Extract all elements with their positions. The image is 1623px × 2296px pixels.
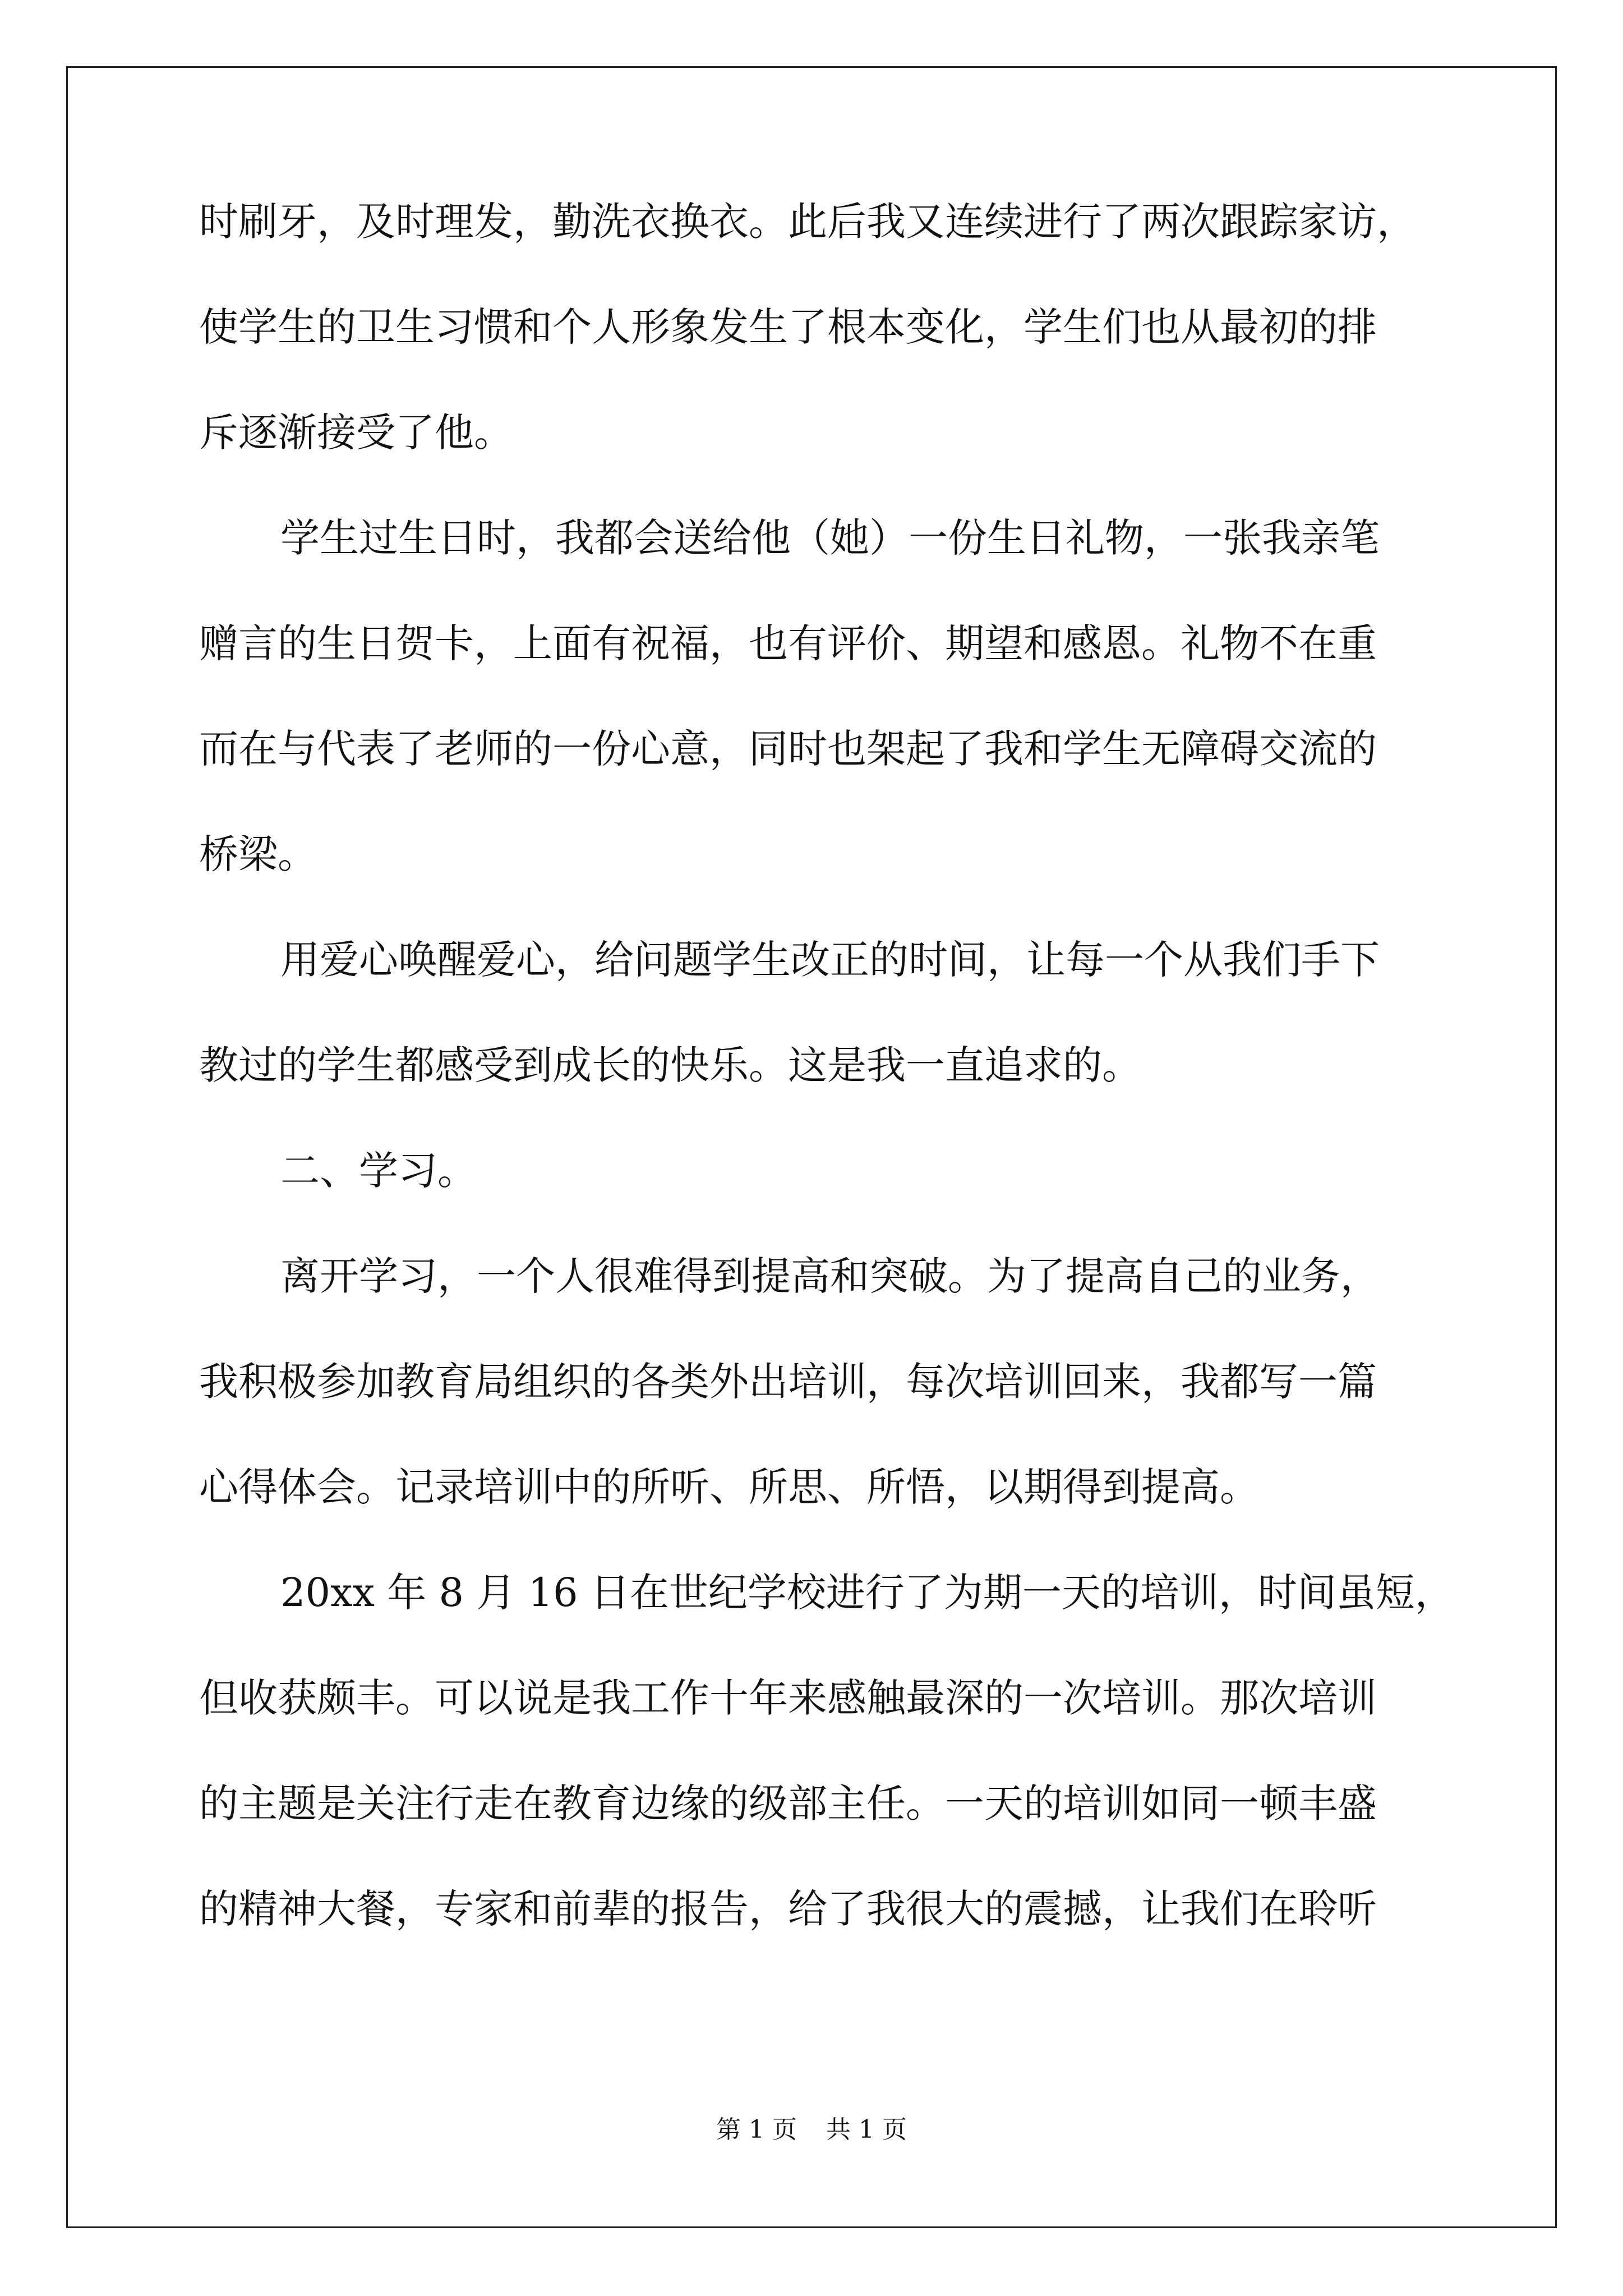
paragraph-start-line: 学生过生日时，我都会送给他（她）一份生日礼物，一张我亲笔 [280, 515, 1380, 561]
text-line: 桥梁。 [199, 831, 317, 877]
text-line: 教过的学生都感受到成长的快乐。这是我一直追求的。 [199, 1042, 1141, 1088]
text-line: 的主题是关注行走在教育边缘的级部主任。一天的培训如同一顿丰盛 [199, 1780, 1377, 1826]
page-number: 第 1 页 [716, 2115, 797, 2144]
text-line: 斥逐渐接受了他。 [199, 409, 513, 455]
paragraph-start-line: 20xx 年 8 月 16 日在世纪学校进行了为期一天的培训，时间虽短， [280, 1570, 1454, 1616]
text-line: 而在与代表了老师的一份心意，同时也架起了我和学生无障碍交流的 [199, 726, 1377, 772]
text-line: 赠言的生日贺卡，上面有祝福，也有评价、期望和感恩。礼物不在重 [199, 620, 1377, 666]
section-heading: 二、学习。 [280, 1148, 477, 1194]
page-total: 共 1 页 [826, 2115, 907, 2144]
text-line: 但收获颇丰。可以说是我工作十年来感触最深的一次培训。那次培训 [199, 1675, 1377, 1721]
text-line: 我积极参加教育局组织的各类外出培训，每次培训回来，我都写一篇 [199, 1359, 1377, 1405]
page-footer [0, 2109, 1623, 2145]
paragraph-start-line: 离开学习，一个人很难得到提高和突破。为了提高自己的业务， [280, 1253, 1380, 1299]
text-line: 使学生的卫生习惯和个人形象发生了根本变化，学生们也从最初的排 [199, 304, 1377, 350]
paragraph-start-line: 用爱心唤醒爱心，给问题学生改正的时间，让每一个从我们手下 [280, 937, 1380, 983]
text-line: 的精神大餐，专家和前辈的报告，给了我很大的震撼，让我们在聆听 [199, 1886, 1377, 1932]
text-line: 时刷牙，及时理发，勤洗衣换衣。此后我又连续进行了两次跟踪家访， [199, 199, 1416, 245]
text-line: 心得体会。记录培训中的所听、所思、所悟，以期得到提高。 [199, 1464, 1259, 1510]
